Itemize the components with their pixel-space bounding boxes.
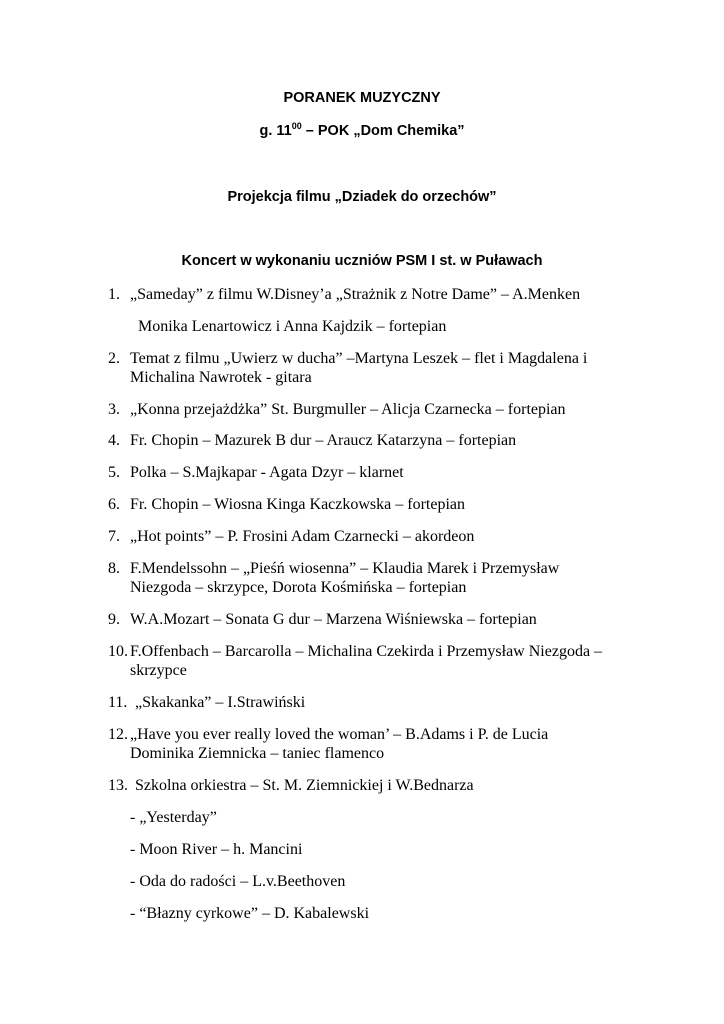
- item-number-9: 9.: [108, 611, 120, 628]
- event-time-venue: [0, 123, 724, 139]
- item-number-10: 10.: [108, 643, 128, 660]
- item-text-2-cont: Michalina Nawrotek - gitara: [130, 369, 312, 386]
- item-number-13: 13.: [108, 777, 128, 794]
- item-text-7: „Hot points” – P. Frosini Adam Czarnecki – akordeon: [130, 528, 475, 545]
- item-text-12-cont: Dominika Ziemnicka – taniec flamenco: [130, 745, 385, 762]
- item-text-5: Polka – S.Majkapar - Agata Dzyr – klarnet: [130, 464, 404, 481]
- item-text-9: W.A.Mozart – Sonata G dur – Marzena Wiśniewska – fortepian: [130, 611, 537, 628]
- item-text-10-cont: skrzypce: [130, 662, 187, 679]
- time-suffix: – POK „Dom Chemika”: [301, 123, 465, 139]
- item-number-7: 7.: [108, 528, 120, 545]
- item-number-4: 4.: [108, 432, 120, 449]
- orchestra-piece-4: - “Błazny cyrkowe” – D. Kabalewski: [130, 905, 370, 922]
- item-number-2: 2.: [108, 350, 120, 367]
- time-prefix: g. 11: [259, 123, 292, 139]
- item-number-5: 5.: [108, 464, 120, 481]
- item-number-8: 8.: [108, 560, 120, 577]
- orchestra-piece-3: - Oda do radości – L.v.Beethoven: [130, 873, 346, 890]
- item-text-1: „Sameday” z filmu W.Disney’a „Strażnik z Notre Dame” – A.Menken: [130, 286, 581, 303]
- item-text-11: „Skakanka” – I.Strawiński: [135, 694, 306, 711]
- item-text-12: „Have you ever really loved the woman’ – B.Adams i P. de Lucia: [130, 726, 549, 743]
- item-text-10: F.Offenbach – Barcarolla – Michalina Czekirda i Przemysław Niezgoda –: [130, 643, 603, 660]
- item-text-8: F.Mendelssohn – „Pieśń wiosenna” – Klaudia Marek i Przemysław: [130, 560, 560, 577]
- time-superscript: 00: [291, 121, 302, 131]
- item-text-8-cont: Niezgoda – skrzypce, Dorota Kośmińska – fortepian: [130, 579, 467, 596]
- item-text-6: Fr. Chopin – Wiosna Kinga Kaczkowska – fortepian: [130, 496, 465, 513]
- item-number-6: 6.: [108, 496, 120, 513]
- item-text-1-performers: Monika Lenartowicz i Anna Kajdzik – fortepian: [138, 318, 447, 335]
- document-title: PORANEK MUZYCZNY: [283, 90, 441, 106]
- item-text-3: „Konna przejażdżka” St. Burgmuller – Alicja Czarnecka – fortepian: [130, 401, 566, 418]
- item-number-3: 3.: [108, 401, 120, 418]
- concert-heading: Koncert w wykonaniu uczniów PSM I st. w Puławach: [181, 253, 543, 269]
- item-text-13: Szkolna orkiestra – St. M. Ziemnickiej i W.Bednarza: [135, 777, 474, 794]
- orchestra-piece-2: - Moon River – h. Mancini: [130, 841, 303, 858]
- item-number-11: 11.: [108, 694, 128, 711]
- film-heading: Projekcja filmu „Dziadek do orzechów”: [227, 189, 497, 205]
- item-text-2: Temat z filmu „Uwierz w ducha” –Martyna Leszek – flet i Magdalena i: [130, 350, 588, 367]
- item-text-4: Fr. Chopin – Mazurek B dur – Araucz Katarzyna – fortepian: [130, 432, 517, 449]
- orchestra-piece-1: - „Yesterday”: [130, 809, 217, 826]
- item-number-1: 1.: [108, 286, 120, 303]
- item-number-12: 12.: [108, 726, 128, 743]
